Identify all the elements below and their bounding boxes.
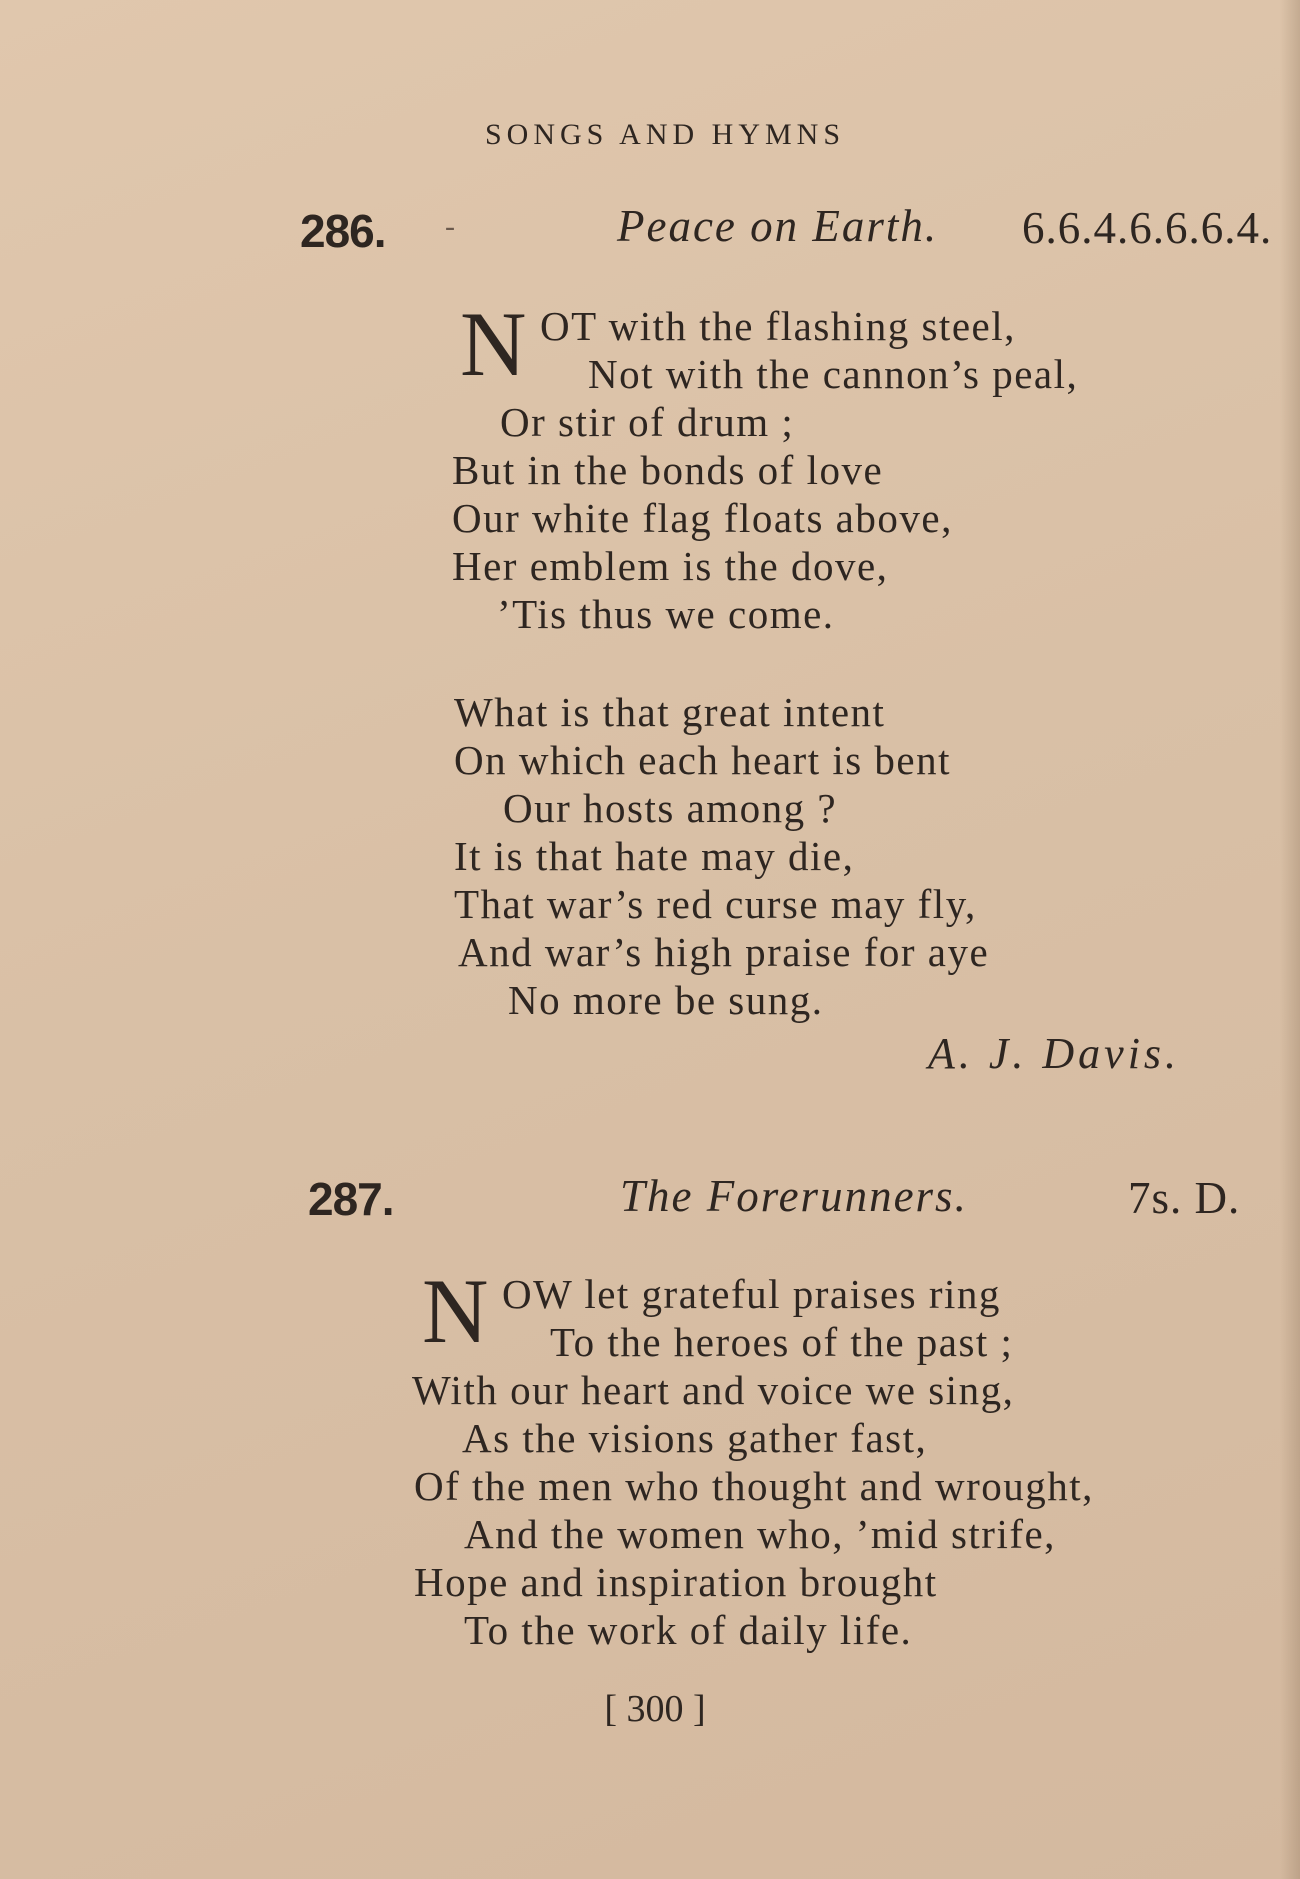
verse-line: Our white flag floats above, [452, 495, 953, 541]
verse-line: Hope and inspiration brought [414, 1559, 938, 1605]
verse-line: And war’s high praise for aye [458, 929, 990, 975]
verse-line: And the women who, ’mid strife, [464, 1511, 1056, 1557]
verse-line: Her emblem is the dove, [452, 543, 889, 589]
hymn-title: Peace on Earth. [617, 201, 939, 251]
verse-line: Not with the cannon’s peal, [588, 351, 1079, 397]
verse-line: No more be sung. [508, 977, 824, 1023]
verse-line: On which each heart is bent [454, 737, 952, 783]
page-edge [1280, 0, 1300, 1879]
hymn-number: 287. [308, 1173, 394, 1225]
verse-line: That war’s red curse may fly, [454, 881, 977, 927]
verse-line: Or stir of drum ; [500, 399, 795, 445]
hymn-meter: 6.6.4.6.6.6.4. [1022, 203, 1273, 253]
verse-line: With our heart and voice we sing, [412, 1367, 1015, 1413]
verse-line: As the visions gather fast, [462, 1415, 928, 1461]
page-number: [ 300 ] [604, 1688, 706, 1730]
verse-line: But in the bonds of love [452, 447, 884, 493]
verse-line: OW let grateful praises ring [502, 1271, 1001, 1317]
verse-line: Our hosts among ? [503, 785, 838, 831]
attribution: A. J. Davis. [928, 1029, 1181, 1078]
verse-line: Of the men who thought and wrought, [414, 1463, 1094, 1509]
verse-line: ’Tis thus we come. [497, 591, 835, 637]
verse-line: To the heroes of the past ; [550, 1319, 1014, 1365]
verse-line: It is that hate may die, [454, 833, 855, 879]
verse-line: What is that great intent [454, 689, 886, 735]
drop-cap: N [422, 1260, 489, 1362]
header-dash: - [445, 210, 455, 243]
verse-line: OT with the flashing steel, [540, 303, 1016, 349]
verse-line: To the work of daily life. [464, 1607, 913, 1653]
hymn-meter: 7s. D. [1128, 1173, 1241, 1223]
running-head: SONGS AND HYMNS [484, 118, 846, 151]
drop-cap: N [460, 293, 527, 395]
hymn-title: The Forerunners. [620, 1171, 968, 1221]
hymn-number: 286. [300, 205, 386, 257]
